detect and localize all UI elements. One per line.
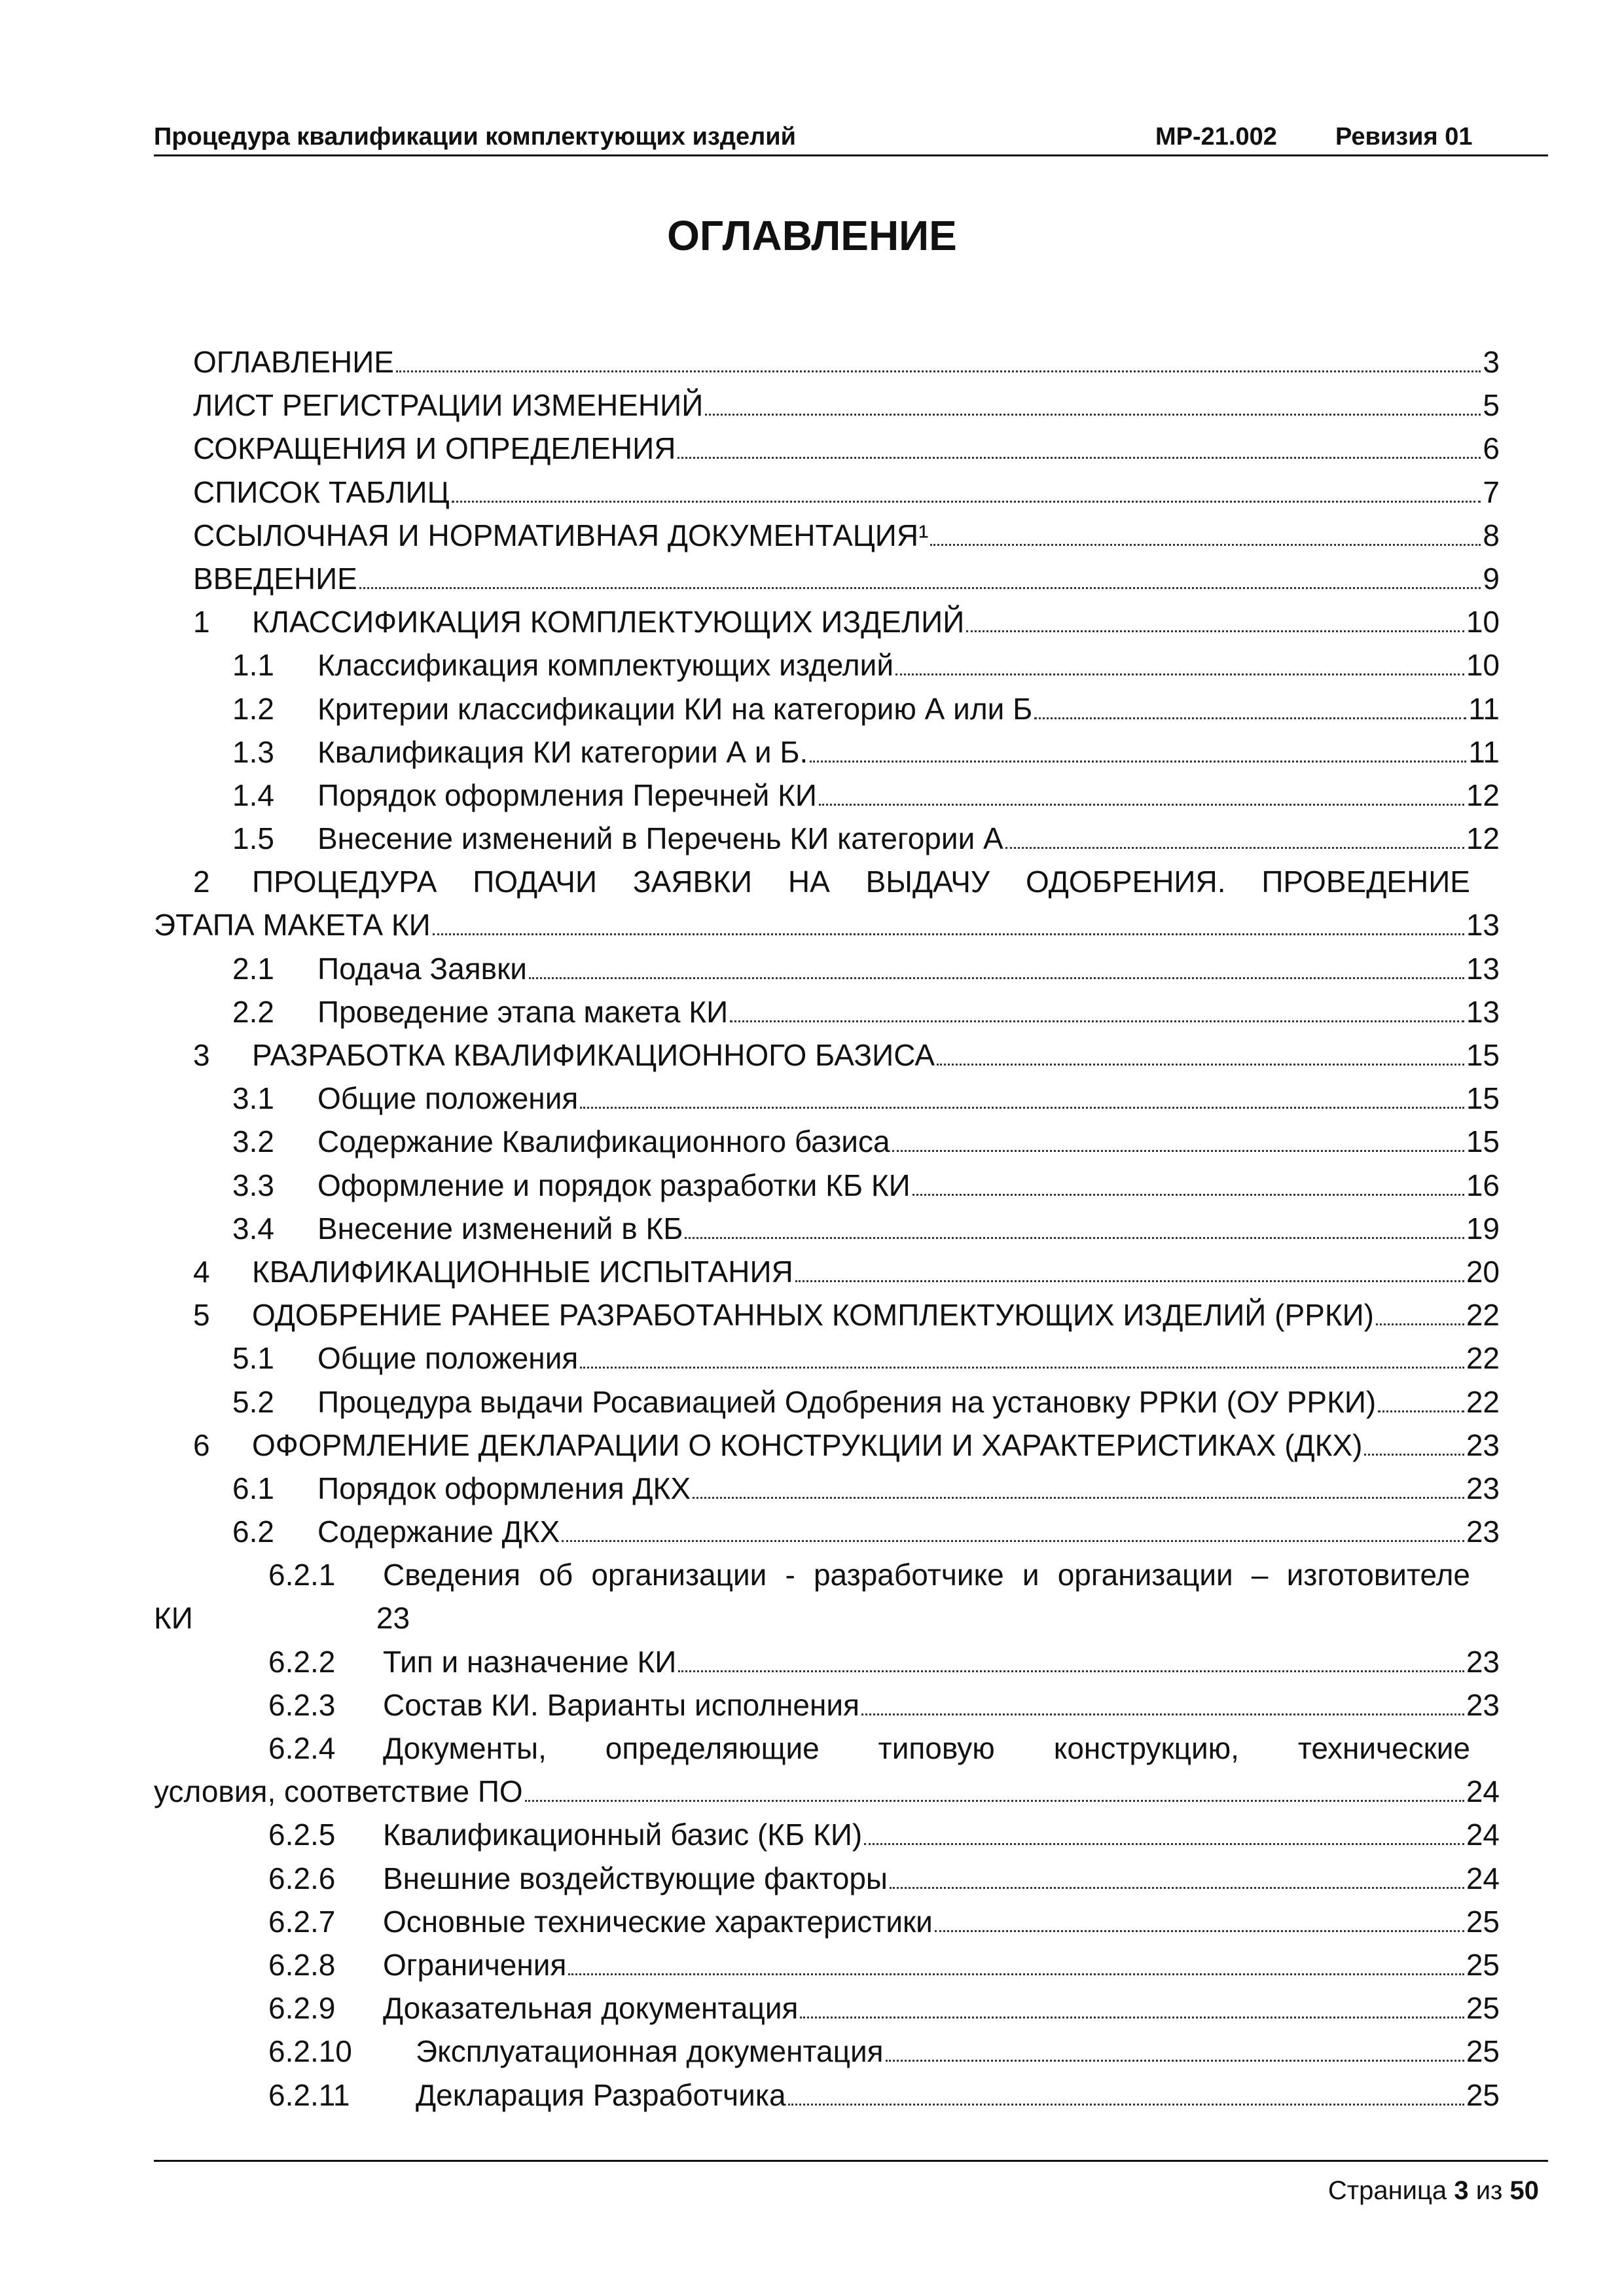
toc-entry-page: 25 xyxy=(1466,1991,1500,2026)
toc-entry[interactable] xyxy=(0,643,1624,687)
toc-entry-leader xyxy=(1005,825,1464,849)
toc-entry-page: 10 xyxy=(1466,605,1500,639)
toc-entry-page: 3 xyxy=(1483,345,1500,379)
toc-entry-title: Эксплуатационная документация xyxy=(416,2034,884,2069)
toc-entry-number: 6.2 xyxy=(232,1515,274,1549)
toc-entry[interactable] xyxy=(0,1250,1624,1293)
toc-entry-number: 6.2.11 xyxy=(268,2077,350,2112)
toc-entry-title: Доказательная документация xyxy=(383,1991,799,2026)
toc-entry-page: 12 xyxy=(1466,821,1500,856)
toc-entry-number: 3.2 xyxy=(232,1124,274,1159)
page-title: ОГЛАВЛЕНИЕ xyxy=(667,212,957,259)
toc-entry-leader xyxy=(1364,1431,1464,1456)
toc-entry[interactable] xyxy=(0,427,1624,470)
toc-entry-leader xyxy=(966,608,1464,632)
toc-entry[interactable] xyxy=(0,1033,1624,1077)
toc-entry[interactable] xyxy=(0,1727,1624,1770)
toc-entry-number: 6 xyxy=(193,1427,210,1462)
toc-entry-page: 23 xyxy=(1466,1687,1500,1722)
toc-entry-number: 5.1 xyxy=(232,1341,274,1376)
toc-entry-number: 4 xyxy=(193,1254,210,1289)
toc-entry-title: РАЗРАБОТКА КВАЛИФИКАЦИОННОГО БАЗИСА xyxy=(252,1038,935,1072)
toc-entry-title: ОФОРМЛЕНИЕ ДЕКЛАРАЦИИ О КОНСТРУКЦИИ И ХАРАКТЕРИСТИКАХ (ДКХ) xyxy=(252,1427,1363,1462)
toc-entry-title: СОКРАЩЕНИЯ И ОПРЕДЕЛЕНИЯ xyxy=(193,431,676,466)
page-number-prefix: Страница xyxy=(1327,2176,1447,2205)
toc-entry-title: Внесение изменений в КБ xyxy=(317,1211,683,1246)
toc-entry-title: Сведения об организации - разработчике и организации – изготовителе xyxy=(383,1558,1470,1592)
toc-entry-title: ОГЛАВЛЕНИЕ xyxy=(193,345,394,379)
toc-entry-page: 8 xyxy=(1483,518,1500,552)
toc-entry-leader xyxy=(788,2081,1464,2106)
toc-entry-leader xyxy=(678,1648,1464,1672)
toc-entry-title-continued: КИ xyxy=(154,1601,193,1636)
toc-entry-leader xyxy=(886,2037,1464,2062)
toc-entry-leader xyxy=(892,1128,1464,1152)
toc-entry-title: Процедура выдачи Росавиацией Одобрения на установку РРКИ (ОУ РРКИ) xyxy=(317,1384,1377,1419)
toc-entry-page: 25 xyxy=(1466,1947,1500,1982)
toc-entry[interactable] xyxy=(0,1900,1624,1943)
toc-entry-leader xyxy=(1378,1388,1464,1412)
toc-entry-leader xyxy=(359,565,1481,589)
toc-entry-page: 23 xyxy=(1466,1644,1500,1679)
toc-entry[interactable] xyxy=(0,2073,1624,2117)
toc-entry-title: КВАЛИФИКАЦИОННЫЕ ИСПЫТАНИЯ xyxy=(252,1254,793,1289)
header-document-code: МР-21.002 xyxy=(1155,123,1277,151)
toc-entry-number: 3.4 xyxy=(232,1211,274,1246)
toc-entry[interactable] xyxy=(0,1943,1624,1986)
toc-entry-number: 6.2.9 xyxy=(268,1991,336,2026)
toc-entry-page: 13 xyxy=(1466,908,1500,942)
toc-entry[interactable] xyxy=(0,1207,1624,1250)
toc-entry-number: 3.3 xyxy=(232,1168,274,1202)
toc-entry-title: СПИСОК ТАБЛИЦ xyxy=(193,475,450,509)
page-footer-rule xyxy=(154,2160,1548,2162)
toc-entry-page: 5 xyxy=(1483,388,1500,423)
toc-entry[interactable] xyxy=(0,1813,1624,1856)
toc-entry[interactable] xyxy=(0,1857,1624,1900)
toc-entry-page: 9 xyxy=(1483,561,1500,596)
toc-entry[interactable] xyxy=(0,990,1624,1033)
toc-entry-leader xyxy=(890,1865,1464,1889)
toc-entry-title: Классификация комплектующих изделий xyxy=(317,648,894,683)
toc-entry-page: 24 xyxy=(1466,1774,1500,1809)
toc-entry-title: Содержание ДКХ xyxy=(317,1515,560,1549)
toc-entry-number: 2.1 xyxy=(232,951,274,986)
toc-entry[interactable] xyxy=(0,947,1624,990)
toc-entry-number: 2 xyxy=(193,865,210,899)
toc-entry-leader xyxy=(810,738,1466,762)
toc-entry-leader xyxy=(730,998,1464,1022)
toc-entry-number: 6.2.1 xyxy=(268,1558,336,1592)
toc-entry-title: Ограничения xyxy=(383,1947,567,1982)
toc-entry-page: 13 xyxy=(1466,994,1500,1029)
toc-entry-number: 6.2.10 xyxy=(268,2034,352,2069)
toc-entry-number: 5 xyxy=(193,1298,210,1333)
toc-entry-title: Общие положения xyxy=(317,1081,579,1116)
toc-entry[interactable] xyxy=(0,1510,1624,1553)
toc-entry-title: Подача Заявки xyxy=(317,951,527,986)
toc-entry-title: Порядок оформления ДКХ xyxy=(317,1471,691,1505)
toc-entry[interactable] xyxy=(0,1467,1624,1510)
toc-entry-page: 11 xyxy=(1468,691,1500,726)
toc-entry-leader xyxy=(864,1821,1464,1845)
toc-entry-continuation[interactable] xyxy=(0,1596,1624,1640)
toc-entry-number: 1 xyxy=(193,605,210,639)
toc-entry-number: 1.2 xyxy=(232,691,274,726)
page-header xyxy=(154,122,1548,156)
toc-entry-title: Квалификация КИ категории А и Б. xyxy=(317,734,808,769)
toc-entry-page: 24 xyxy=(1466,1861,1500,1895)
toc-entry-title-continued: ЭТАПА МАКЕТА КИ xyxy=(154,908,431,942)
toc-entry-page: 19 xyxy=(1466,1211,1500,1246)
toc-entry-title: КЛАССИФИКАЦИЯ КОМПЛЕКТУЮЩИХ ИЗДЕЛИЙ xyxy=(252,605,965,639)
toc-entry[interactable] xyxy=(0,817,1624,860)
toc-entry-leader xyxy=(580,1344,1464,1369)
toc-entry[interactable] xyxy=(0,687,1624,730)
toc-entry-leader xyxy=(819,781,1464,806)
toc-entry-title: Состав КИ. Варианты исполнения xyxy=(383,1687,860,1722)
toc-entry-page: 20 xyxy=(1466,1254,1500,1289)
toc-entry-title: Основные технические характеристики xyxy=(383,1904,933,1939)
toc-entry[interactable] xyxy=(0,1380,1624,1424)
toc-entry-title: Общие положения xyxy=(317,1341,579,1376)
toc-entry[interactable] xyxy=(0,1336,1624,1380)
toc-entry-leader xyxy=(685,1215,1464,1239)
toc-entry-number: 1.5 xyxy=(232,821,274,856)
toc-entry-title: ПРОЦЕДУРА ПОДАЧИ ЗАЯВКИ НА ВЫДАЧУ ОДОБРЕНИЯ. ПРОВЕДЕНИЕ xyxy=(252,865,1470,899)
toc-entry-page: 24 xyxy=(1466,1818,1500,1852)
toc-entry[interactable] xyxy=(0,1293,1624,1336)
toc-entry-page: 11 xyxy=(1468,734,1500,769)
toc-entry-leader xyxy=(452,478,1481,503)
toc-entry-page: 10 xyxy=(1466,648,1500,683)
toc-entry-number: 6.2.2 xyxy=(268,1644,336,1679)
toc-entry-title: Внесение изменений в Перечень КИ категории А xyxy=(317,821,1003,856)
toc-entry-page: 23 xyxy=(376,1601,410,1636)
toc-entry[interactable] xyxy=(0,1683,1624,1727)
toc-entry-page: 25 xyxy=(1466,2077,1500,2112)
toc-entry-title: ВВЕДЕНИЕ xyxy=(193,561,357,596)
toc-entry-leader xyxy=(529,955,1464,979)
toc-entry-title: Внешние воздействующие факторы xyxy=(383,1861,888,1895)
toc-entry-page: 22 xyxy=(1466,1384,1500,1419)
toc-entry-number: 3.1 xyxy=(232,1081,274,1116)
toc-entry-leader xyxy=(912,1172,1464,1196)
toc-entry-page: 23 xyxy=(1466,1471,1500,1505)
toc-entry-leader xyxy=(930,522,1481,546)
toc-entry-page: 16 xyxy=(1466,1168,1500,1202)
toc-entry-page: 15 xyxy=(1466,1081,1500,1116)
toc-entry-page: 6 xyxy=(1483,431,1500,466)
toc-entry-title: Квалификационный базис (КБ КИ) xyxy=(383,1818,863,1852)
toc-entry-number: 6.2.7 xyxy=(268,1904,336,1939)
toc-entry-leader xyxy=(1034,695,1466,719)
header-document-title: Процедура квалификации комплектующих изделий xyxy=(154,123,796,151)
toc-entry-leader xyxy=(895,651,1464,675)
toc-entry-number: 6.1 xyxy=(232,1471,274,1505)
toc-entry[interactable] xyxy=(0,860,1624,903)
toc-entry-title: Порядок оформления Перечней КИ xyxy=(317,778,817,812)
toc-entry-number: 5.2 xyxy=(232,1384,274,1419)
toc-entry-title: Оформление и порядок разработки КБ КИ xyxy=(317,1168,911,1202)
toc-entry-continuation[interactable] xyxy=(0,903,1624,946)
toc-entry-leader xyxy=(580,1085,1464,1109)
toc-entry-page: 13 xyxy=(1466,951,1500,986)
toc-entry-leader xyxy=(525,1778,1464,1802)
toc-entry-leader xyxy=(937,1041,1464,1066)
toc-entry-leader xyxy=(693,1475,1464,1499)
toc-entry[interactable] xyxy=(0,1164,1624,1207)
toc-entry-number: 1.1 xyxy=(232,648,274,683)
toc-entry[interactable] xyxy=(0,730,1624,774)
header-revision: Ревизия 01 xyxy=(1335,123,1473,151)
toc-entry-number: 1.3 xyxy=(232,734,274,769)
toc-entry-leader xyxy=(795,1258,1464,1282)
toc-entry-leader xyxy=(677,435,1481,459)
toc-entry-number: 6.2.4 xyxy=(268,1731,336,1765)
toc-entry-title: Содержание Квалификационного базиса xyxy=(317,1124,890,1159)
toc-entry-page: 23 xyxy=(1466,1515,1500,1549)
toc-entry[interactable] xyxy=(0,600,1624,643)
toc-entry-page: 23 xyxy=(1466,1427,1500,1462)
toc-entry-title: Критерии классификации КИ на категорию А или Б xyxy=(317,691,1033,726)
toc-entry[interactable] xyxy=(0,1986,1624,2030)
toc-entry[interactable] xyxy=(0,557,1624,600)
toc-entry[interactable] xyxy=(0,1120,1624,1163)
toc-entry-number: 2.2 xyxy=(232,994,274,1029)
toc-entry-title: Документы, определяющие типовую конструкцию, технические xyxy=(383,1731,1470,1765)
toc-entry-leader xyxy=(562,1518,1464,1542)
toc-entry[interactable] xyxy=(0,1424,1624,1467)
toc-entry-page: 22 xyxy=(1466,1298,1500,1333)
toc-entry-title: Тип и назначение КИ xyxy=(383,1644,677,1679)
toc-entry[interactable] xyxy=(0,471,1624,514)
toc-entry-page: 12 xyxy=(1466,778,1500,812)
toc-entry-page: 7 xyxy=(1483,475,1500,509)
toc-entry-page: 15 xyxy=(1466,1038,1500,1072)
toc-entry[interactable] xyxy=(0,340,1624,384)
toc-entry-leader xyxy=(800,1994,1464,2018)
toc-entry-continuation[interactable] xyxy=(0,1770,1624,1813)
page-number-sep: из xyxy=(1475,2176,1503,2205)
toc-entry[interactable] xyxy=(0,1640,1624,1683)
toc-entry-number: 6.2.3 xyxy=(268,1687,336,1722)
toc-entry-page: 25 xyxy=(1466,1904,1500,1939)
toc-entry[interactable] xyxy=(0,2030,1624,2073)
toc-entry-title: ССЫЛОЧНАЯ И НОРМАТИВНАЯ ДОКУМЕНТАЦИЯ¹ xyxy=(193,518,929,552)
toc-entry-number: 1.4 xyxy=(232,778,274,812)
page-number xyxy=(1328,2174,1539,2207)
toc-entry-title: ОДОБРЕНИЕ РАНЕЕ РАЗРАБОТАННЫХ КОМПЛЕКТУЮЩИХ ИЗДЕЛИЙ (РРКИ) xyxy=(252,1298,1374,1333)
toc-entry-number: 6.2.5 xyxy=(268,1818,336,1852)
toc-entry[interactable] xyxy=(0,384,1624,427)
toc-entry-title: ЛИСТ РЕГИСТРАЦИИ ИЗМЕНЕНИЙ xyxy=(193,388,704,423)
toc-entry-leader xyxy=(396,348,1481,372)
toc-entry[interactable] xyxy=(0,514,1624,557)
toc-entry-number: 6.2.6 xyxy=(268,1861,336,1895)
table-of-contents xyxy=(0,340,1624,2117)
toc-entry-number: 3 xyxy=(193,1038,210,1072)
toc-entry-page: 22 xyxy=(1466,1341,1500,1376)
page-number-total: 50 xyxy=(1509,2176,1539,2205)
toc-entry-leader xyxy=(935,1908,1464,1932)
toc-entry[interactable] xyxy=(0,774,1624,817)
toc-entry-title-continued: условия, соответствие ПО xyxy=(154,1774,523,1809)
toc-entry-leader xyxy=(861,1691,1464,1715)
toc-entry-page: 25 xyxy=(1466,2034,1500,2069)
toc-entry-leader xyxy=(705,391,1481,416)
toc-entry-title: Декларация Разработчика xyxy=(416,2077,786,2112)
toc-entry-leader xyxy=(568,1951,1464,1975)
toc-entry[interactable] xyxy=(0,1077,1624,1120)
toc-entry-leader xyxy=(433,911,1464,935)
toc-entry-title: Проведение этапа макета КИ xyxy=(317,994,729,1029)
toc-entry-leader xyxy=(1376,1301,1464,1325)
toc-entry[interactable] xyxy=(0,1553,1624,1596)
toc-entry-page: 15 xyxy=(1466,1124,1500,1159)
toc-entry-number: 6.2.8 xyxy=(268,1947,336,1982)
page-number-current: 3 xyxy=(1454,2176,1469,2205)
